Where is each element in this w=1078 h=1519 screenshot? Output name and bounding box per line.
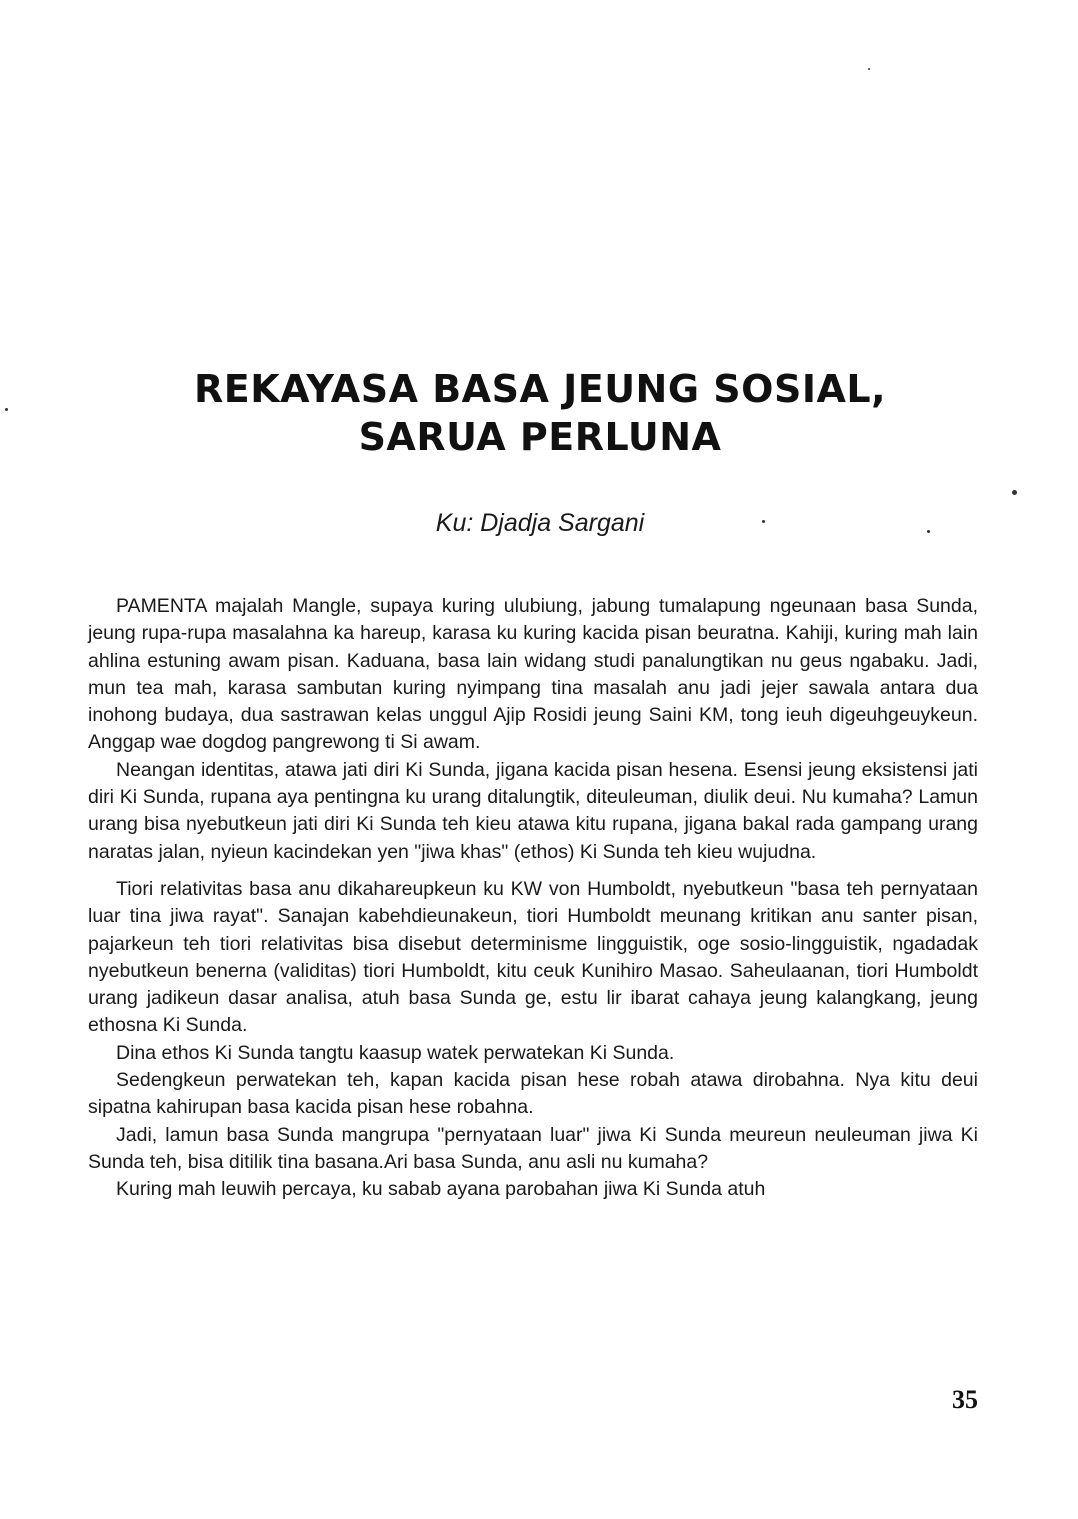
page-number: 35	[952, 1385, 978, 1414]
scan-speck	[927, 530, 930, 533]
paragraph-4: Dina ethos Ki Sunda tangtu kaasup watek perwatekan Ki Sunda.	[116, 1041, 675, 1064]
scan-speck	[5, 408, 8, 411]
paragraph-3: Tiori relativitas basa anu dikahareupkeun ku KW von Humboldt, nyebutkeun "basa teh pernyataan luar tina jiwa rayat". Sanajan kabehdieunakeun, tiori Humboldt meunang kritikan anu santer pisan, pajarkeun teh tiori relativitas bisa disebut determinisme lingguistik, oge sosio-lingguistik, ngadadak nyebutkeun benerna (validitas) tiori Humboldt, kitu ceuk Kunihiro Masao. Saheulaanan, tiori Humboldt urang jadikeun dasar analisa, atuh basa Sunda ge, estu lir ibarat cahaya jeung kalangkang, jeung ethosna Ki Sunda.	[88, 877, 978, 1037]
paragraph-5: Sedengkeun perwatekan teh, kapan kacida pisan hese robah atawa dirobahna. Nya kitu deui sipatna kahirupan basa kacida pisan hese robahna.	[88, 1069, 978, 1119]
paragraph-7: Kuring mah leuwih percaya, ku sabab ayana parobahan jiwa Ki Sunda atuh	[116, 1178, 766, 1201]
paragraph-1: PAMENTA majalah Mangle, supaya kuring ulubiung, jabung tumalapung ngeunaan basa Sunda, jeung rupa-rupa masalahna ka hareup, karasa ku kuring kacida pisan beuratna. Kahiji, kuring mah lain ahlina estuning awam pisan. Kaduana, basa lain widang studi panalungtikan nu geus ngabaku. Jadi, mun tea mah, karasa sambutan kuring nyimpang tina masalah anu jadi jejer sawala antara dua inohong budaya, dua sastrawan kelas unggul Ajip Rosidi jeung Saini KM, tong ieuh digeuhgeuykeun. Anggap wae dogdog pangrewong ti Si awam.	[88, 595, 978, 754]
paragraph-6: Jadi, lamun basa Sunda mangrupa "pernyataan luar" jiwa Ki Sunda meureun neuleuman jiwa Ki Sunda teh, bisa ditilik tina basana.Ari basa Sunda, anu asli nu kumaha?	[88, 1123, 978, 1173]
article-title-line-1: REKAYASA BASA JEUNG SOSIAL,	[193, 367, 887, 411]
paragraph-2: Neangan identitas, atawa jati diri Ki Sunda, jigana kacida pisan hesena. Esensi jeung eksistensi jati diri Ki Sunda, rupana aya pentingna ku urang ditalungtik, diteuleuman, diulik deui. Nu kumaha? Lamun urang bisa nyebutkeun jati diri Ki Sunda teh kieu atawa kitu rupana, jigana bakal rada gampang urang naratas jalan, nyieun kacindekan yen "jiwa khas" (ethos) Ki Sunda teh kieu wujudna.	[88, 758, 978, 863]
scan-speck	[868, 68, 870, 70]
scan-speck	[762, 520, 765, 523]
scan-speck	[1012, 490, 1017, 495]
article-title	[90, 365, 990, 461]
article-title-line-2: SARUA PERLUNA	[358, 415, 722, 459]
author-byline: Ku: Djadja Sargani	[435, 509, 645, 537]
article-body	[88, 593, 978, 1204]
